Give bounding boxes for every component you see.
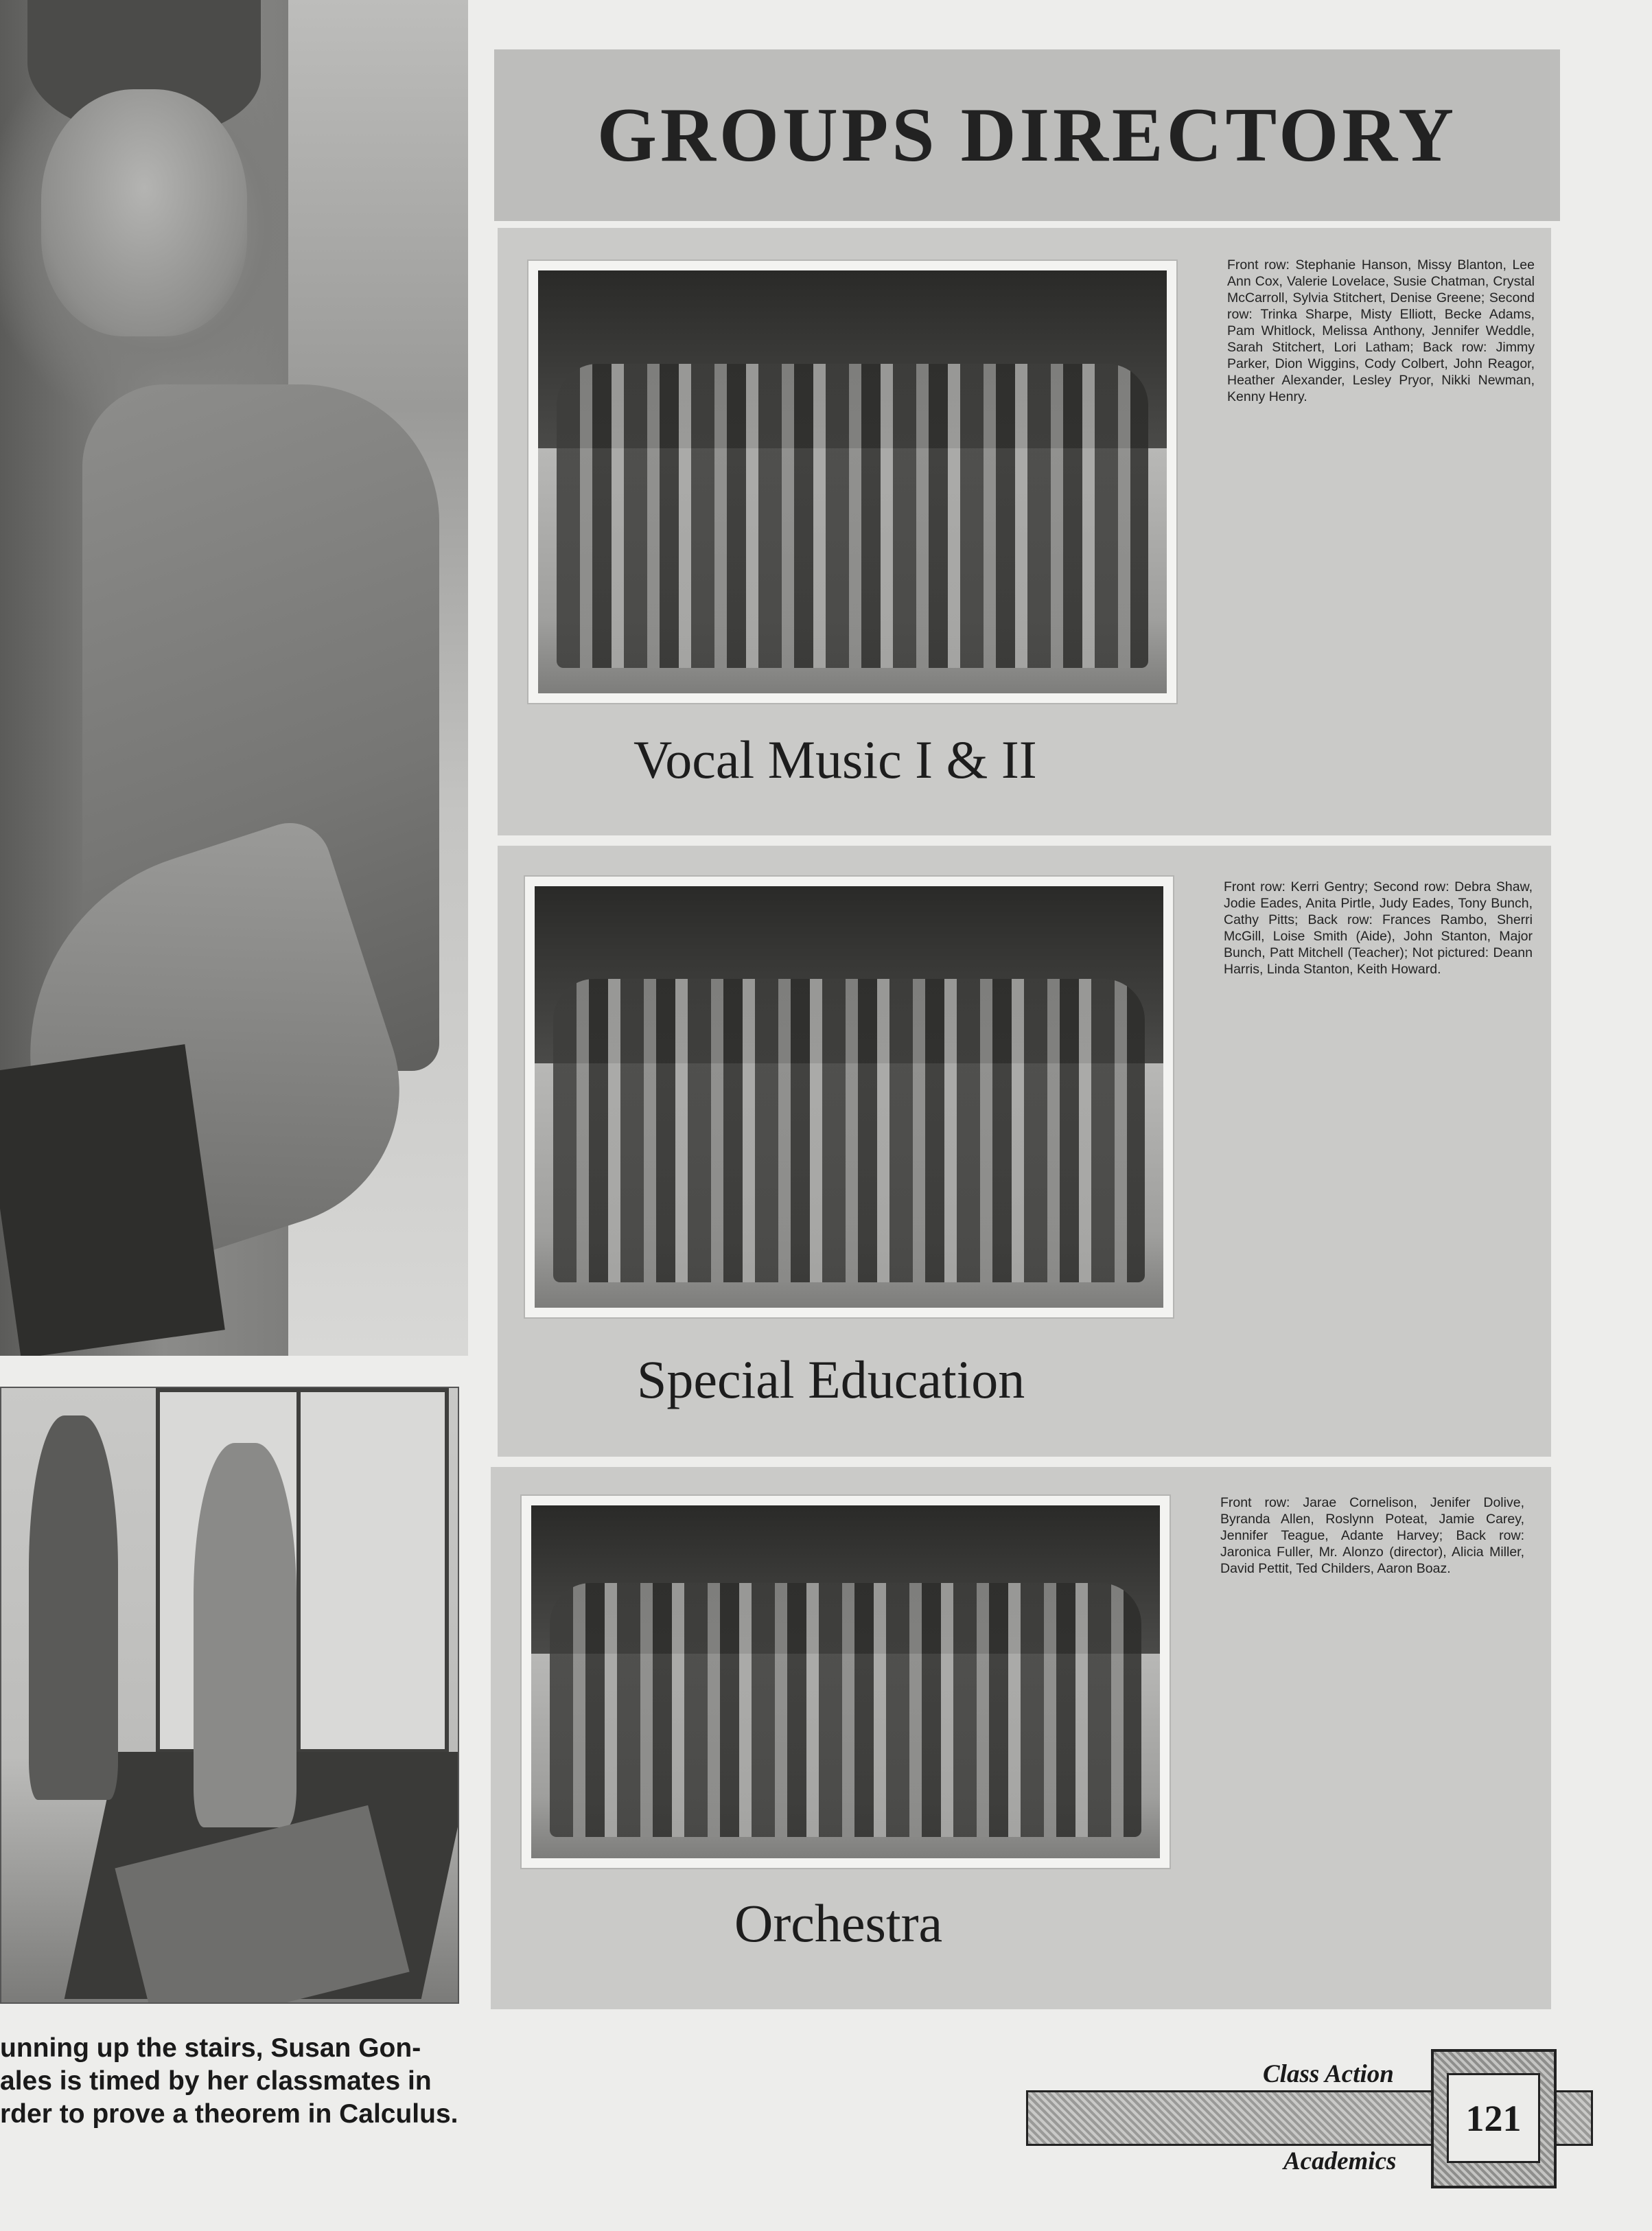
section-special-education bbox=[498, 846, 1551, 1457]
footer-category-label: Academics bbox=[1283, 2147, 1397, 2175]
page-header bbox=[494, 49, 1560, 221]
section-orchestra bbox=[491, 1467, 1551, 2009]
group-photo bbox=[528, 261, 1176, 703]
group-member-list: Front row: Kerri Gentry; Second row: Debra Shaw, Jodie Eades, Anita Pirtle, Judy Eades, Tony Bunch, Cathy Pitts; Back row: Frances Rambo, Sherri McGill, Loise Smith (Aide), John Stanton, Major Bunch, Patt Mitchell (Teacher); Not pictured: Deann Harris, Linda Stanton, Keith Howard. bbox=[1224, 879, 1533, 977]
caption-line: rder to prove a theorem in Calculus. bbox=[0, 2099, 458, 2129]
group-member-list: Front row: Jarae Cornelison, Jenifer Dolive, Byranda Allen, Roslynn Poteat, Jamie Carey, Jennifer Teague, Adante Harvey; Back row: Jaronica Fuller, Mr. Alonzo (director), Alicia Miller, David Pettit, Ted Childers, Aaron Boaz. bbox=[1220, 1495, 1524, 1576]
section-vocal-music bbox=[498, 228, 1551, 835]
student-photo bbox=[0, 0, 468, 1356]
caption-line: ales is timed by her classmates in bbox=[0, 2066, 432, 2096]
photo-caption bbox=[0, 2032, 467, 2131]
group-photo bbox=[525, 877, 1173, 1317]
caption-line: unning up the stairs, Susan Gon- bbox=[0, 2033, 421, 2063]
group-photo bbox=[522, 1496, 1170, 1868]
stairs-photo bbox=[0, 1387, 459, 2004]
page-title: GROUPS DIRECTORY bbox=[596, 92, 1458, 178]
footer-section-label: Class Action bbox=[1263, 2060, 1394, 2088]
page-number: 121 bbox=[1447, 2073, 1540, 2163]
group-title: Special Education bbox=[637, 1350, 1025, 1409]
group-member-list: Front row: Stephanie Hanson, Missy Blanton, Lee Ann Cox, Valerie Lovelace, Susie Chatman, Crystal McCarroll, Sylvia Stitchert, Denise Greene; Second row: Trinka Sharpe, Misty Elliott, Becke Adams, Pam Whitlock, Melissa Anthony, Jennifer Weddle, Sarah Stitchert, Lori Latham; Back row: Jimmy Parker, Dion Wiggins, Cody Colbert, John Reagor, Heather Alexander, Lesley Pryor, Nikki Newman, Kenny Henry. bbox=[1227, 257, 1535, 404]
group-title: Orchestra bbox=[734, 1893, 943, 1953]
group-title: Vocal Music I & II bbox=[633, 730, 1037, 789]
